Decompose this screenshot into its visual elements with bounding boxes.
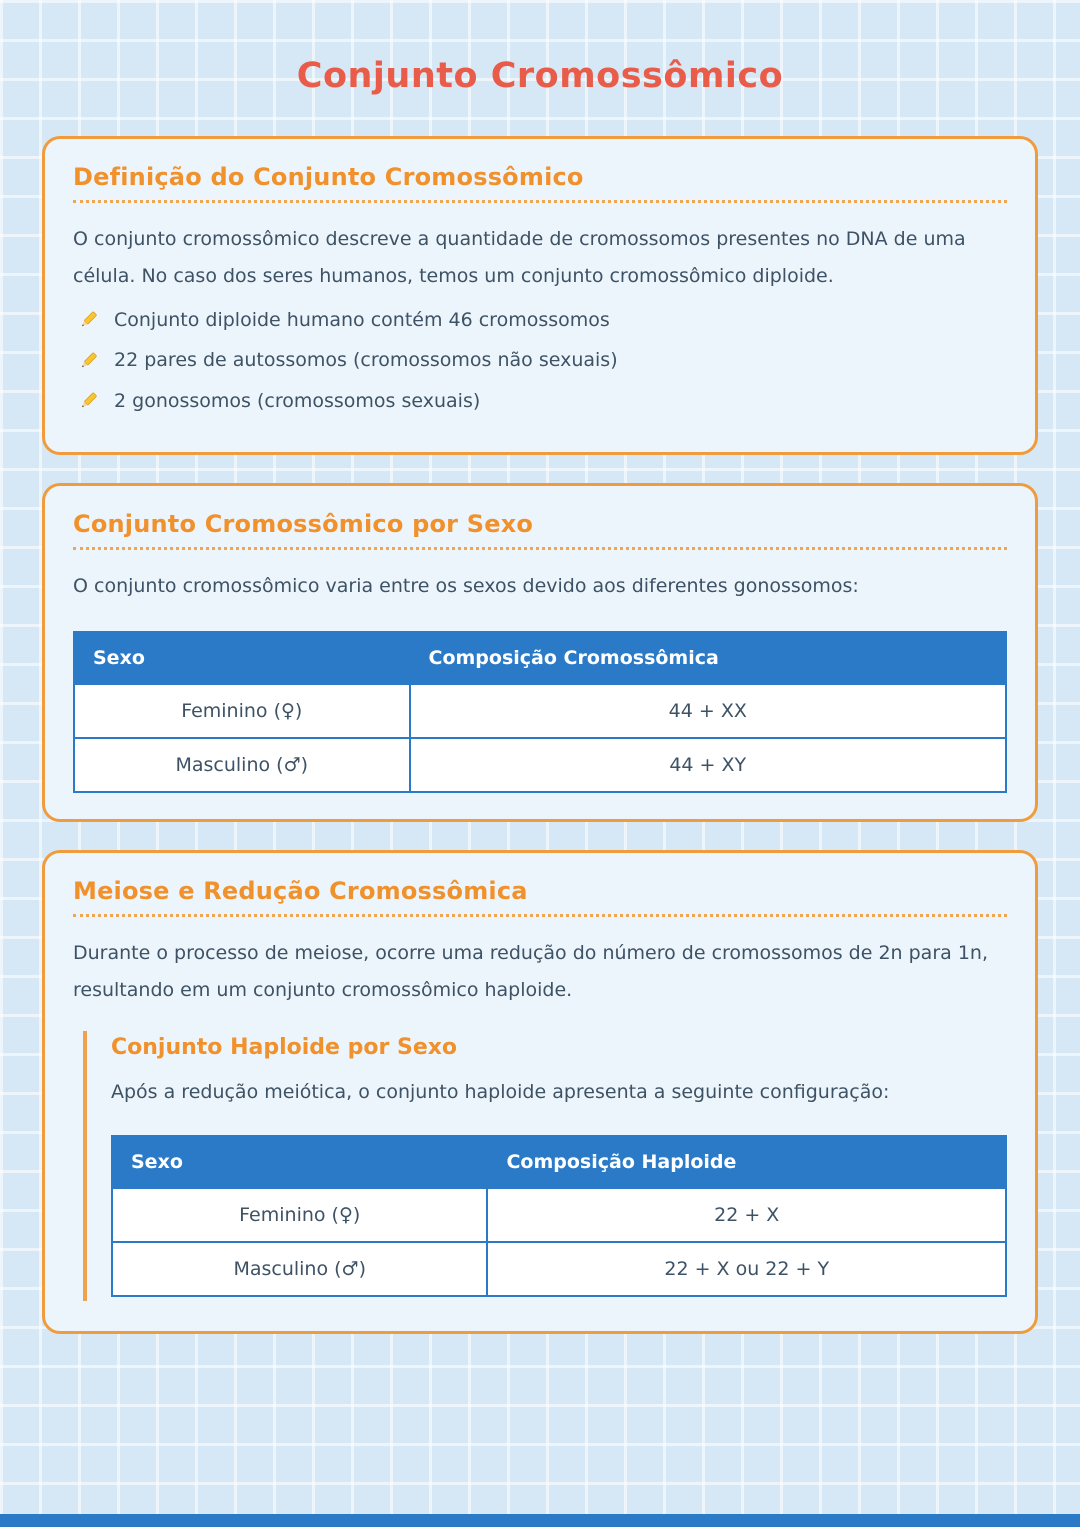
table-row [112, 1242, 1006, 1296]
list-item [77, 305, 1007, 335]
cell-sexo: Feminino (♀) [112, 1188, 487, 1242]
column-header-composicao: Composição Cromossômica [410, 632, 1006, 684]
paragraph-por-sexo: O conjunto cromossômico varia entre os sexos devido aos diferentes gonossomos: [73, 575, 859, 598]
cell-composicao: 44 + XX [410, 684, 1006, 738]
cell-sexo: Masculino (♂) [112, 1242, 487, 1296]
table-header-row [74, 632, 1006, 684]
table-row [74, 684, 1006, 738]
subsection-heading: Conjunto Haploide por Sexo [111, 1035, 458, 1061]
column-header-composicao-haploide: Composição Haploide [487, 1136, 1006, 1188]
section-heading-por-sexo: Conjunto Cromossômico por Sexo [73, 510, 534, 539]
cell-sexo: Feminino (♀) [74, 684, 410, 738]
section-por-sexo [42, 483, 1038, 822]
column-header-sexo: Sexo [74, 632, 410, 684]
paragraph-definicao: O conjunto cromossômico descreve a quantidade de cromossomos presentes no DNA de uma célula. No caso dos seres humanos, temos um conjunto cromossômico diploide. [73, 228, 966, 288]
section-definicao [42, 136, 1038, 455]
bullet-list [73, 305, 1007, 416]
table-row [74, 738, 1006, 792]
cell-sexo: Masculino (♂) [74, 738, 410, 792]
dotted-divider [73, 547, 1007, 550]
table-row [112, 1188, 1006, 1242]
list-item [77, 386, 1007, 416]
paragraph-meiose: Durante o processo de meiose, ocorre uma redução do número de cromossomos de 2n para 1n, resultando em um conjunto cromossômico haploide. [73, 942, 988, 1002]
dotted-divider [73, 914, 1007, 917]
pencil-icon [77, 390, 99, 412]
list-item [77, 345, 1007, 375]
table-header-row [112, 1136, 1006, 1188]
subsection-haploide [83, 1031, 1007, 1301]
section-heading-meiose: Meiose e Redução Cromossômica [73, 877, 528, 906]
haploid-table [111, 1135, 1007, 1297]
footer-bar [0, 1514, 1080, 1527]
pencil-icon [77, 350, 99, 372]
bullet-text: Conjunto diploide humano contém 46 cromossomos [114, 309, 610, 332]
dotted-divider [73, 200, 1007, 203]
column-header-sexo: Sexo [112, 1136, 487, 1188]
bullet-text: 22 pares de autossomos (cromossomos não sexuais) [114, 349, 618, 372]
paragraph-haploide: Após a redução meiótica, o conjunto haploide apresenta a seguinte configuração: [111, 1081, 890, 1104]
cell-composicao: 22 + X [487, 1188, 1006, 1242]
chromosome-table [73, 631, 1007, 793]
cell-composicao: 44 + XY [410, 738, 1006, 792]
page-title: Conjunto Cromossômico [296, 56, 784, 96]
cell-composicao: 22 + X ou 22 + Y [487, 1242, 1006, 1296]
section-heading-definicao: Definição do Conjunto Cromossômico [73, 163, 584, 191]
pencil-icon [77, 309, 99, 331]
section-meiose [42, 850, 1038, 1334]
bullet-text: 2 gonossomos (cromossomos sexuais) [114, 389, 481, 412]
